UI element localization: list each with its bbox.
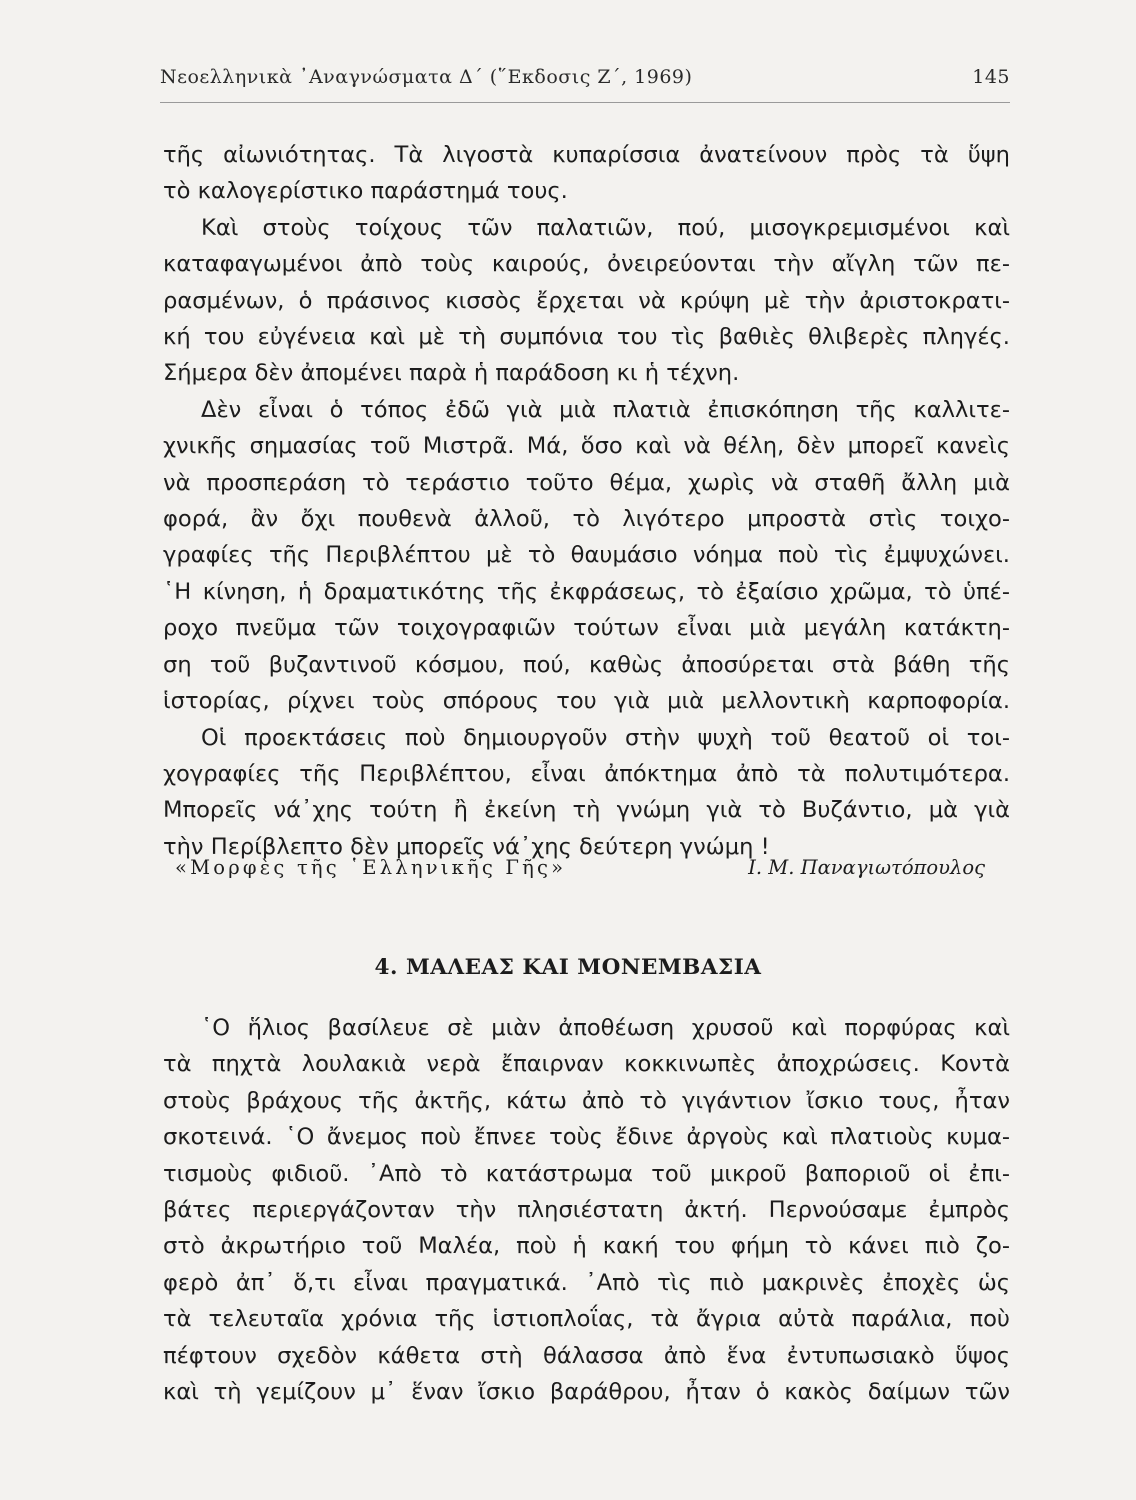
text-line: κή του εὐγένεια καὶ μὲ τὴ συμπόνια του τὶς βαθιὲς θλιβερὲς πληγές.: [163, 324, 1010, 351]
text-line: τὴν Περίβλεπτο δὲν μπορεῖς νά᾿χης δεύτερη γνώμη !: [163, 833, 770, 860]
attribution-author: Ι. Μ. Παναγιωτόπουλος: [748, 856, 985, 879]
text-line: χογραφίες τῆς Περιβλέπτου, εἶναι ἀπόκτημα ἀπὸ τὰ πολυτιμότερα.: [163, 760, 1010, 787]
text-line: νὰ προσπεράση τὸ τεράστιο τοῦτο θέμα, χωρὶς νὰ σταθῆ ἄλλη μιὰ: [163, 469, 1010, 496]
section-text: [163, 1010, 1010, 1410]
text-line: στοὺς βράχους τῆς ἀκτῆς, κάτω ἀπὸ τὸ γιγάντιον ἴσκιο τους, ἦταν: [163, 1087, 1010, 1114]
text-line: Καὶ στοὺς τοίχους τῶν παλατιῶν, πού, μισογκρεμισμένοι καὶ: [201, 214, 1010, 241]
header-title: Νεοελληνικὰ ᾿Αναγνώσματα Δ΄ (῞Εκδοσις Ζ΄, 1969): [160, 66, 693, 88]
text-line: Σήμερα δὲν ἀπομένει παρὰ ἡ παράδοση κι ἡ τέχνη.: [163, 360, 740, 387]
header-rule: [160, 102, 1010, 103]
text-line: ση τοῦ βυζαντινοῦ κόσμου, πού, καθὼς ἀποσύρεται στὰ βάθη τῆς: [163, 651, 1010, 678]
continuation-text: [163, 137, 1010, 865]
text-line: ροχο πνεῦμα τῶν τοιχογραφιῶν τούτων εἶναι μιὰ μεγάλη κατάκτη-: [163, 615, 1010, 642]
page-number: 145: [972, 66, 1010, 88]
text-line: ῾Ο ἥλιος βασίλευε σὲ μιὰν ἀποθέωση χρυσοῦ καὶ πορφύρας καὶ: [201, 1015, 1010, 1041]
section-heading: 4. ΜΑΛΕΑΣ ΚΑΙ ΜΟΝΕΜΒΑΣΙΑ: [374, 955, 762, 980]
text-line: Μπορεῖς νά᾿χης τούτη ἢ ἐκείνη τὴ γνώμη γιὰ τὸ Βυζάντιο, μὰ γιὰ: [163, 797, 1010, 824]
text-line: τισμοὺς φιδιοῦ. ᾿Απὸ τὸ κατάστρωμα τοῦ μικροῦ βαποριοῦ οἱ ἐπι-: [163, 1160, 1010, 1187]
text-line: καὶ τὴ γεμίζουν μ᾿ ἕναν ἴσκιο βαράθρου, ἦταν ὁ κακὸς δαίμων τῶν: [163, 1379, 1010, 1406]
text-line: τὰ τελευταῖα χρόνια τῆς ἱστιοπλοΐας, τὰ ἄγρια αὐτὰ παράλια, ποὺ: [163, 1306, 1010, 1333]
text-line: χνικῆς σημασίας τοῦ Μιστρᾶ. Μά, ὅσο καὶ νὰ θέλη, δὲν μπορεῖ κανεὶς: [163, 433, 1010, 460]
text-line: πέφτουν σχεδὸν κάθετα στὴ θάλασσα ἀπὸ ἕνα ἐντυπωσιακὸ ὕψος: [163, 1342, 1010, 1369]
text-line: φορά, ἂν ὄχι πουθενὰ ἀλλοῦ, τὸ λιγότερο μπροστὰ στὶς τοιχο-: [163, 506, 1010, 533]
text-line: στὸ ἀκρωτήριο τοῦ Μαλέα, ποὺ ἡ κακή του φήμη τὸ κάνει πιὸ ζο-: [163, 1233, 1010, 1260]
text-line: ἱστορίας, ρίχνει τοὺς σπόρους του γιὰ μιὰ μελλοντικὴ καρποφορία.: [163, 688, 1010, 715]
text-line: Οἱ προεκτάσεις ποὺ δημιουργοῦν στὴν ψυχὴ τοῦ θεατοῦ οἱ τοι-: [201, 724, 1010, 751]
text-line: ῾Η κίνηση, ἡ δραματικότης τῆς ἐκφράσεως, τὸ ἐξαίσιο χρῶμα, τὸ ὑπέ-: [163, 578, 1010, 605]
text-line: σκοτεινά. ῾Ο ἄνεμος ποὺ ἔπνεε τοὺς ἔδινε ἀργοὺς καὶ πλατιοὺς κυμα-: [163, 1124, 1010, 1151]
text-line: φερὸ ἀπ᾿ ὅ,τι εἶναι πραγματικά. ᾿Απὸ τὶς πιὸ μακρινὲς ἐποχὲς ὡς: [163, 1269, 1010, 1296]
text-line: γραφίες τῆς Περιβλέπτου μὲ τὸ θαυμάσιο νόημα ποὺ τὶς ἐμψυχώνει.: [163, 542, 1010, 569]
text-line: ρασμένων, ὁ πράσινος κισσὸς ἔρχεται νὰ κρύψη μὲ τὴν ἀριστοκρατι-: [163, 287, 1010, 314]
text-line: τῆς αἰωνιότητας. Τὰ λιγοστὰ κυπαρίσσια ἀνατείνουν πρὸς τὰ ὕψη: [163, 142, 1010, 168]
text-line: βάτες περιεργάζονταν τὴν πλησιέστατη ἀκτή. Περνούσαμε ἐμπρὸς: [163, 1197, 1010, 1224]
text-line: καταφαγωμένοι ἀπὸ τοὺς καιρούς, ὀνειρεύονται τὴν αἴγλη τῶν πε-: [163, 251, 1010, 278]
attribution-source: «Μορφὲς τῆς ῾Ελληνικῆς Γῆς»: [175, 856, 567, 879]
text-line: τὸ καλογερίστικο παράστημά τους.: [163, 178, 568, 205]
text-line: τὰ πηχτὰ λουλακιὰ νερὰ ἔπαιρναν κοκκινωπὲς ἀποχρώσεις. Κοντὰ: [163, 1051, 1010, 1078]
text-line: Δὲν εἶναι ὁ τόπος ἐδῶ γιὰ μιὰ πλατιὰ ἐπισκόπηση τῆς καλλιτε-: [201, 396, 1010, 423]
